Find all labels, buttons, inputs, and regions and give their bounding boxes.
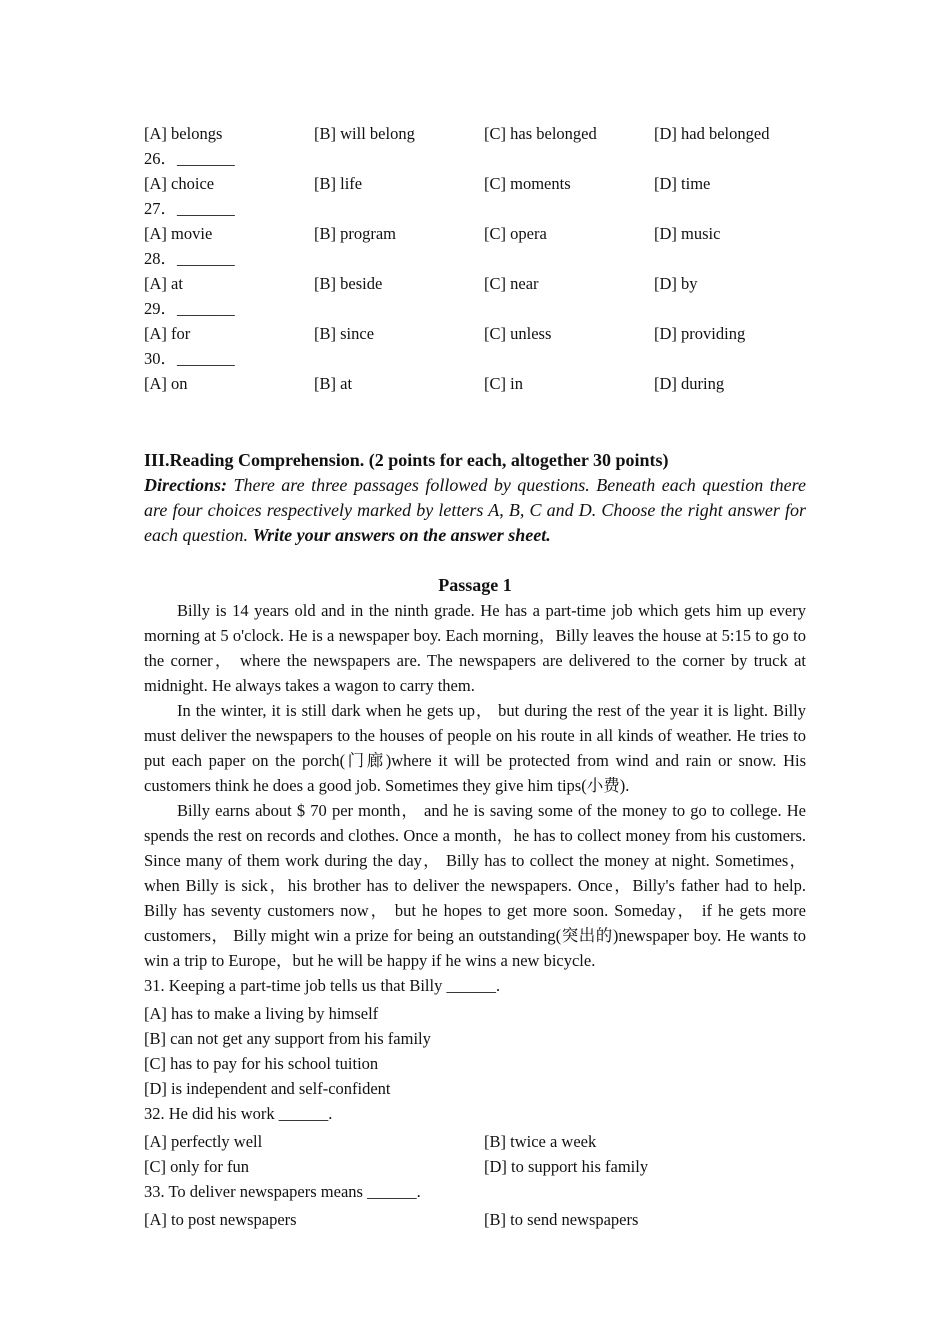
question-33-options-row-1 [144, 1207, 806, 1232]
option-c: [C] moments [484, 174, 571, 193]
choice-row-26 [144, 171, 806, 196]
option-a: [A] for [144, 324, 191, 343]
option-d: [D] by [654, 274, 698, 293]
choice-row-29 [144, 321, 806, 346]
option-d: [D] during [654, 374, 725, 393]
passage-paragraph-1: Billy is 14 years old and in the ninth grade. He has a part-time job which gets him up every morning at 5 o'clock. He is a newspaper boy. Each morning，Billy leaves the house at 5:15 to go to the corner， where the newspapers are. The newspapers are delivered to the corner by truck at midnight. He always takes a wagon to carry them. [144, 601, 806, 695]
question-32-options-row-1 [144, 1129, 806, 1154]
option-b: [B] since [314, 324, 375, 343]
question-number-28: 28．_______ [144, 249, 235, 268]
choice-row-27 [144, 221, 806, 246]
passage-paragraph-2: In the winter, it is still dark when he gets up， but during the rest of the year it is light. Billy must deliver the newspapers to the houses of people on his route in all kinds of weather. He tries to put each paper on the porch(门廊)where it will be protected from wind and rain or snow. His customers think he does a good job. Sometimes they give him tips(小费). [144, 701, 806, 795]
question-33-option-b: [B] to send newspapers [484, 1210, 639, 1229]
question-number-27: 27．_______ [144, 199, 235, 218]
option-c: [C] unless [484, 324, 552, 343]
question-32-options-row-2 [144, 1154, 806, 1179]
option-b: [B] beside [314, 274, 383, 293]
question-31-option-a: [A] has to make a living by himself [144, 1004, 379, 1023]
option-a: [A] choice [144, 174, 215, 193]
question-31-option-b: [B] can not get any support from his family [144, 1029, 431, 1048]
choice-row-25 [144, 121, 806, 146]
section-title: III.Reading Comprehension. (2 points for each, altogether 30 points) [144, 450, 669, 470]
question-number-29: 29．_______ [144, 299, 235, 318]
question-31-option-c: [C] has to pay for his school tuition [144, 1054, 379, 1073]
option-b: [B] program [314, 224, 397, 243]
option-c: [C] near [484, 274, 539, 293]
option-c: [C] opera [484, 224, 547, 243]
passage-title: Passage 1 [438, 575, 512, 595]
question-number-30: 30．_______ [144, 349, 235, 368]
question-31-stem: 31. Keeping a part-time job tells us that Billy ______. [144, 976, 501, 995]
option-b: [B] will belong [314, 124, 415, 143]
question-31-option-d: [D] is independent and self-confident [144, 1079, 391, 1098]
directions-text: There are three passages followed by questions. Beneath each question there are four choices respectively marked by letters A, B, C and D. Choose the right answer for each question. [144, 475, 806, 545]
choice-row-28 [144, 271, 806, 296]
option-a: [A] movie [144, 224, 213, 243]
choice-row-30 [144, 371, 806, 396]
option-b: [B] life [314, 174, 363, 193]
directions-label: Directions: [144, 475, 227, 495]
directions [144, 473, 806, 548]
directions-emphasis: Write your answers on the answer sheet. [252, 525, 551, 545]
option-c: [C] in [484, 374, 523, 393]
question-33-stem: 33. To deliver newspapers means ______. [144, 1182, 421, 1201]
exam-page [144, 121, 806, 1232]
option-d: [D] time [654, 174, 711, 193]
question-32-option-b: [B] twice a week [484, 1132, 597, 1151]
option-d: [D] providing [654, 324, 746, 343]
question-32-stem: 32. He did his work ______. [144, 1104, 333, 1123]
option-a: [A] belongs [144, 124, 223, 143]
question-32-option-c: [C] only for fun [144, 1157, 249, 1176]
question-32-option-d: [D] to support his family [484, 1157, 649, 1176]
question-32-option-a: [A] perfectly well [144, 1132, 263, 1151]
option-c: [C] has belonged [484, 124, 597, 143]
option-a: [A] on [144, 374, 188, 393]
option-d: [D] music [654, 224, 721, 243]
question-33-option-a: [A] to post newspapers [144, 1210, 297, 1229]
option-a: [A] at [144, 274, 183, 293]
option-b: [B] at [314, 374, 353, 393]
option-d: [D] had belonged [654, 124, 770, 143]
question-number-26: 26．_______ [144, 149, 235, 168]
passage-paragraph-3: Billy earns about $ 70 per month， and he is saving some of the money to go to college. He spends the rest on records and clothes. Once a month，he has to collect money from his customers. Since many of them work during the day， Billy has to collect the money at night. Sometimes，when Billy is sick，his brother has to deliver the newspapers. Once，Billy's father had to help. Billy has seventy customers now， but he hopes to get more soon. Someday， if he gets more customers， Billy might win a prize for being an outstanding(突出的)newspaper boy. He wants to win a trip to Europe，but he will be happy if he wins a new bicycle. [144, 801, 806, 970]
cloze-options [144, 121, 806, 396]
